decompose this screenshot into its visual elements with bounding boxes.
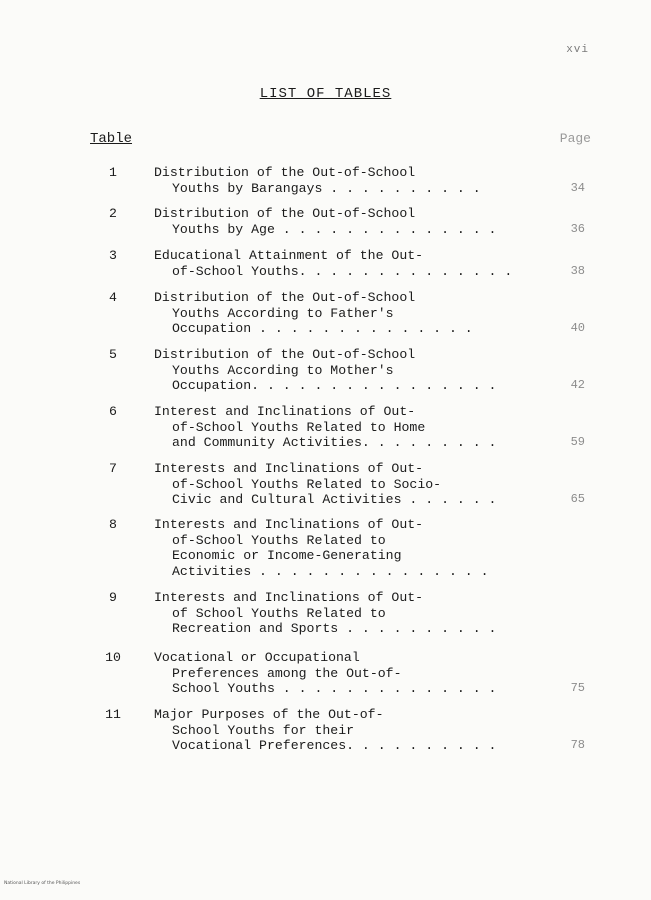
caption-line: Distribution of the Out-of-School [154, 206, 416, 221]
table-entry-number: 8 [109, 517, 117, 532]
caption-line: of-School Youths Related to [172, 532, 386, 548]
table-entry-page: 34 [570, 180, 585, 195]
table-entry-number: 7 [109, 461, 117, 476]
table-entry-number: 4 [109, 290, 117, 305]
caption-line: Distribution of the Out-of-School [154, 290, 416, 305]
table-entry-caption [154, 206, 544, 237]
table-entry-page: 65 [570, 492, 585, 506]
table-entry-number: 3 [109, 248, 117, 263]
caption-line: Interests and Inclinations of Out- [154, 590, 424, 605]
caption-line: of School Youths Related to [172, 605, 386, 621]
table-entry-page: 36 [570, 221, 585, 236]
table-entry-page: 78 [570, 738, 585, 752]
table-entry-number: 6 [109, 404, 117, 419]
table-entry-page: 59 [570, 435, 585, 449]
caption-line: Vocational Preferences. . . . . . . . . . [172, 738, 497, 753]
table-entry-caption [154, 347, 544, 394]
table-entry-number: 11 [105, 707, 121, 722]
caption-line: Economic or Income-Generating [172, 548, 402, 563]
table-entry-number: 9 [109, 590, 117, 605]
caption-line: Interest and Inclinations of Out- [154, 404, 416, 419]
caption-line: School Youths . . . . . . . . . . . . . . [172, 681, 497, 696]
table-entry-page: 40 [570, 321, 585, 335]
column-header-table: Table [90, 131, 133, 147]
table-entry-caption [154, 461, 544, 508]
caption-line: Activities . . . . . . . . . . . . . . . [172, 563, 489, 579]
caption-line: School Youths for their [172, 722, 355, 738]
caption-line: Civic and Cultural Activities . . . . . . [172, 492, 497, 507]
caption-line: Major Purposes of the Out-of- [154, 707, 384, 722]
caption-line: Distribution of the Out-of-School [154, 347, 416, 362]
caption-line: and Community Activities. . . . . . . . . [172, 435, 497, 450]
table-entry-caption [154, 590, 544, 637]
table-entry-page: 38 [570, 263, 585, 278]
table-entry-number: 1 [109, 165, 117, 180]
caption-line: Vocational or Occupational [154, 650, 360, 665]
caption-line: Educational Attainment of the Out- [154, 248, 424, 263]
caption-line: Youths According to Father's [172, 305, 394, 321]
table-entry-page: 75 [570, 681, 585, 695]
table-entry-caption [154, 517, 544, 579]
caption-line: Youths According to Mother's [172, 362, 394, 378]
table-entry-number: 5 [109, 347, 117, 362]
caption-line: Preferences among the Out-of- [172, 665, 402, 681]
caption-line: Interests and Inclinations of Out- [154, 461, 424, 476]
caption-line: Occupation . . . . . . . . . . . . . . [172, 321, 473, 336]
caption-line: Interests and Inclinations of Out- [154, 517, 424, 532]
table-entry-number: 2 [109, 206, 117, 221]
caption-line: Youths by Barangays . . . . . . . . . . [172, 180, 481, 196]
table-entry-caption [154, 404, 544, 451]
table-entry-caption [154, 165, 544, 196]
page-number: xvi [566, 44, 589, 56]
caption-line: of-School Youths Related to Home [172, 419, 426, 435]
table-entry-caption [154, 290, 544, 337]
caption-line: Occupation. . . . . . . . . . . . . . . . [172, 378, 497, 393]
table-entry-caption [154, 650, 544, 697]
footer-watermark: National Library of the Philippines [4, 881, 81, 886]
caption-line: Distribution of the Out-of-School [154, 165, 416, 180]
caption-line: of-School Youths. . . . . . . . . . . . . . [172, 263, 513, 279]
caption-line: of-School Youths Related to Socio- [172, 476, 442, 492]
table-entry-number: 10 [105, 650, 121, 665]
title-text: LIST OF TABLES [259, 86, 392, 102]
caption-line: Recreation and Sports . . . . . . . . . . [172, 621, 497, 636]
table-entry-caption [154, 248, 544, 279]
caption-line: Youths by Age . . . . . . . . . . . . . . [172, 221, 497, 237]
column-header-page: Page [559, 131, 591, 146]
table-entry-page: 42 [570, 378, 585, 392]
table-entry-caption [154, 707, 544, 754]
